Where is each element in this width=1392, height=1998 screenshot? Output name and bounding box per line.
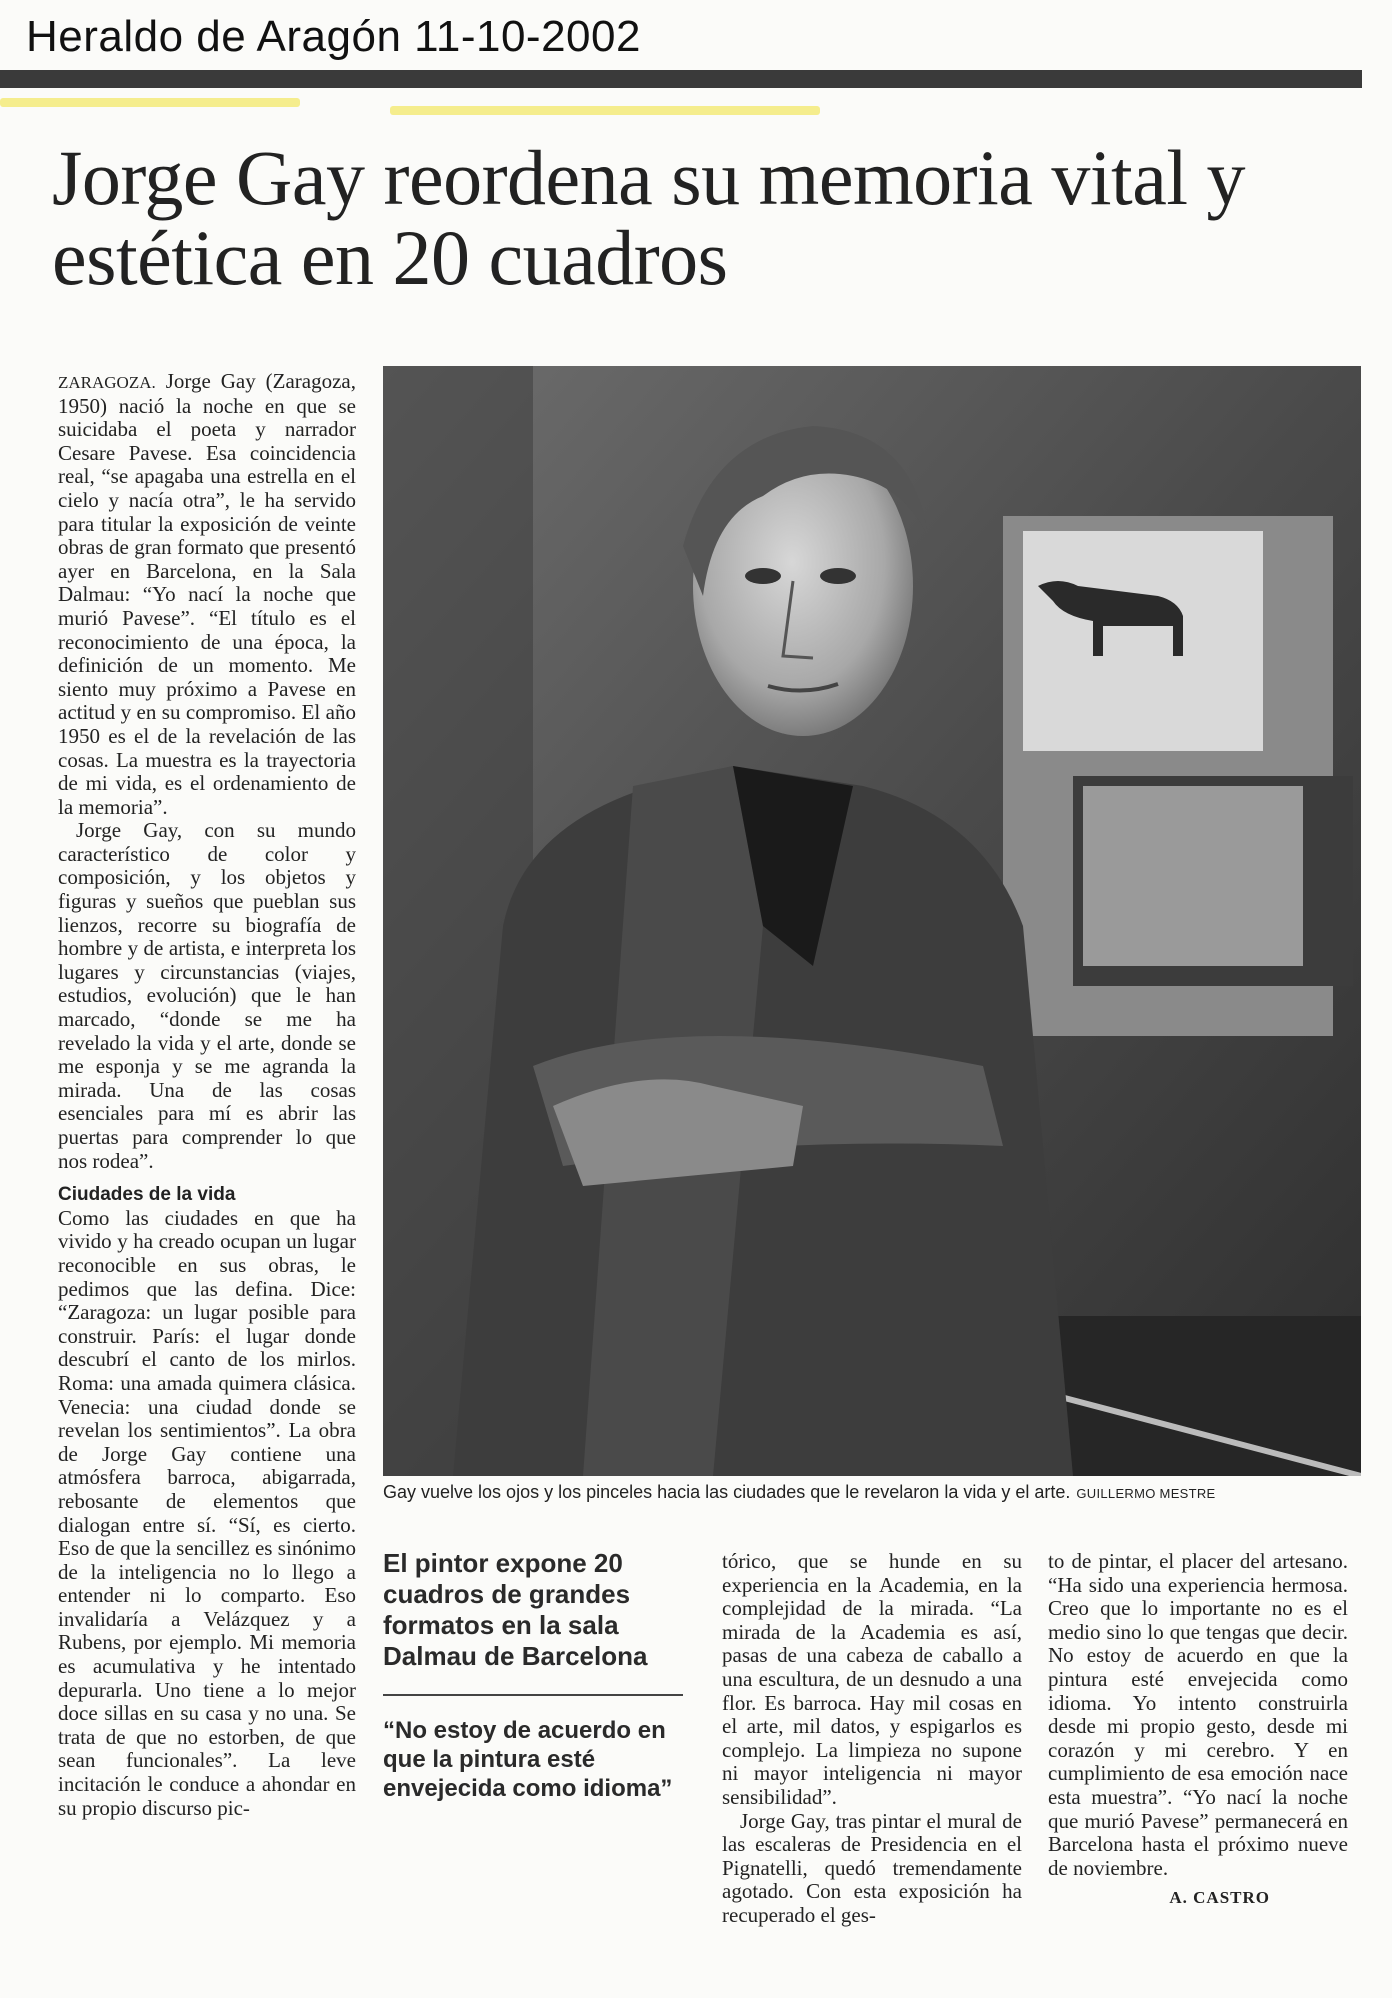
pull-quote-rule — [383, 1694, 683, 1696]
paragraph-text: Jorge Gay (Zaragoza, 1950) nació la noche en que se suicidaba el poeta y narrador Cesare Pavese. Esa coincidencia real, “se apagaba una estrella en el cielo y nacía otra”, le ha servido para titular la exposición de veinte obras de gran formato que presentó ayer en Barcelona, en la Sala Dalmau: “Yo nací la noche que murió Pavese”. “El título es el reconocimiento de una época, la definición de un momento. Me siento muy próximo a Pavese en actitud y en su compromiso. El año 1950 es el de la revelación de las cosas. La muestra es la trayectoria de mi vida, es el ordenamiento de la memoria”. — [58, 369, 356, 819]
headline: Jorge Gay reordena su memoria vital y estética en 20 cuadros — [52, 134, 1246, 302]
article-sidebar — [383, 1548, 683, 1803]
article-column-4 — [1048, 1550, 1348, 1910]
top-rule — [0, 70, 1362, 88]
highlighter-stroke — [0, 98, 300, 107]
paragraph — [58, 370, 356, 819]
photo-caption — [383, 1482, 1361, 1503]
photo-credit: GUILLERMO MESTRE — [1076, 1486, 1216, 1501]
subhead: Ciudades de la vida — [58, 1184, 236, 1206]
caption-text: Gay vuelve los ojos y los pinceles hacia las ciudades que le revelaron la vida y el arte. — [383, 1482, 1071, 1502]
paragraph: tórico, que se hunde en su experiencia en la Academia, en la complejidad de la mirada. “La mirada de la Academia es así, pasas de una cabeza de caballo a una escultura, de un desnudo a una flor. Es barroca. Hay mil cosas en el arte, mil datos, y espigarlos es complejo. La limpieza no supone ni mayor inteligencia ni mayor sensibilidad”. — [722, 1549, 1022, 1809]
article-column-3 — [722, 1550, 1022, 1928]
dateline: ZARAGOZA. — [58, 373, 156, 392]
highlighter-stroke — [390, 106, 820, 115]
paragraph: Jorge Gay, tras pintar el mural de las escaleras de Presidencia en el Pignatelli, quedó tremendamente agotado. Con esta exposición ha recuperado el ges- — [722, 1808, 1022, 1927]
deck: El pintor expone 20 cuadros de grandes formatos en la sala Dalmau de Barcelona — [383, 1548, 648, 1671]
photo-illustration — [383, 366, 1361, 1476]
pull-quote: “No estoy de acuerdo en que la pintura esté envejecida como idioma” — [383, 1717, 673, 1802]
source-label: Heraldo de Aragón 11-10-2002 — [26, 12, 641, 61]
portrait-photo — [383, 366, 1361, 1476]
paragraph: Como las ciudades en que ha vivido y ha creado ocupan un lugar reconocible en sus obras, le pedimos que las defina. Dice: “Zaragoza: un lugar posible para construir. París: el lugar donde descubrí el canto de los mirlos. Roma: una amada quimera clásica. Venecia: una ciudad donde se revelan los sentimientos”. La obra de Jorge Gay contiene una atmósfera barroca, abigarrada, rebosante de elementos que dialogan entre sí. “Sí, es cierto. Eso de que la sencillez es sinónimo de la inteligencia no lo llego a entender ni lo comparto. Eso invalidaría a Velázquez y a Rubens, por ejemplo. Mi memoria es acumulativa y he intentado depurarla. Uno tiene a lo mejor doce sillas en su casa y no una. Se trata de que no estorben, de que sean funcionales”. La leve incitación le conduce a ahondar en su propio discurso pic- — [58, 1205, 356, 1820]
article-column-1 — [58, 370, 356, 1820]
paragraph: Jorge Gay, con su mundo característico de color y composición, y los objetos y figuras y sueños que pueblan sus lienzos, recorre su biografía de hombre y de artista, e interpreta los lugares y circunstancias (viajes, estudios, evolución) que le han marcado, “donde se me ha revelado la vida y el arte, donde se me esponja y se me agranda la mirada. Una de las cosas esenciales para mí es abrir las puertas para comprender lo que nos rodea”. — [58, 818, 356, 1173]
paragraph: to de pintar, el placer del artesano. “Ha sido una experiencia hermosa. Creo que lo importante no es el medio sino lo que tengas que decir. No estoy de acuerdo en que la pintura esté envejecida como idioma. Yo intento construirla desde mi propio gesto, desde mi corazón y mi cerebro. Y en cumplimiento de esa emoción nace esta muestra”. “Yo nací la noche que murió Pavese” permanecerá en Barcelona hasta el próximo nueve de noviembre. — [1048, 1549, 1348, 1880]
byline: A. CASTRO — [1169, 1888, 1270, 1908]
